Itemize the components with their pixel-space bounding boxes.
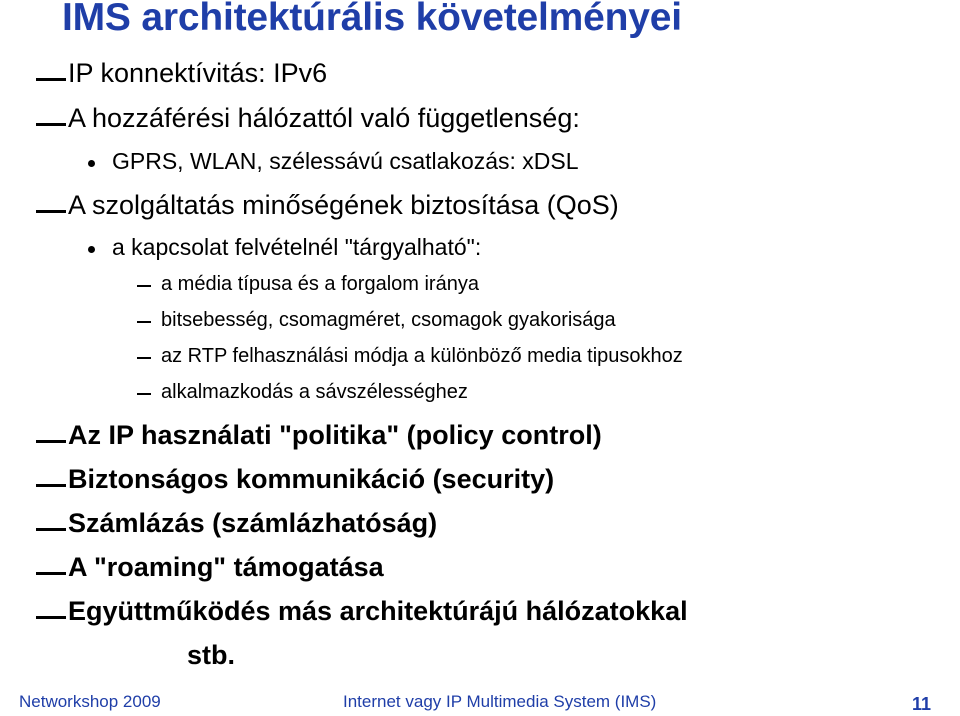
- dash-bullet-icon: [36, 440, 66, 443]
- trailing-text: stb.: [187, 640, 236, 670]
- list-item-text: Együttműködés más architektúrájú hálózatokkal: [68, 596, 688, 626]
- dash-bullet-icon: [36, 210, 66, 213]
- list-item-text: A hozzáférési hálózattól való függetlenség:: [68, 103, 580, 133]
- list-item-text: A szolgáltatás minőségének biztosítása (QoS): [68, 190, 619, 220]
- list-item-text: a média típusa és a forgalom iránya: [161, 273, 479, 295]
- dash-bullet-icon: [36, 78, 66, 81]
- slide-title: IMS architektúrális követelményei: [62, 0, 682, 39]
- list-item-text: az RTP felhasználási módja a különböző media tipusokhoz: [161, 345, 683, 367]
- round-bullet-icon: [88, 160, 95, 167]
- dash-bullet-icon: [137, 285, 151, 287]
- dash-bullet-icon: [137, 321, 151, 323]
- dash-bullet-icon: [36, 616, 66, 619]
- page-number: 11: [912, 694, 932, 714]
- dash-bullet-icon: [36, 484, 66, 487]
- list-item-text: IP konnektívitás: IPv6: [68, 58, 328, 88]
- dash-bullet-icon: [137, 393, 151, 395]
- footer-event: Networkshop 2009: [19, 692, 161, 711]
- list-item-text: GPRS, WLAN, szélessávú csatlakozás: xDSL: [112, 148, 579, 174]
- list-item-text: bitsebesség, csomagméret, csomagok gyakorisága: [161, 309, 616, 331]
- list-item-text: Biztonságos kommunikáció (security): [68, 464, 555, 494]
- dash-bullet-icon: [36, 123, 66, 126]
- list-item-text: Az IP használati "politika" (policy control): [68, 420, 602, 450]
- round-bullet-icon: [88, 246, 95, 253]
- list-item-text: Számlázás (számlázhatóság): [68, 508, 438, 538]
- list-item-text: alkalmazkodás a sávszélességhez: [161, 381, 468, 403]
- footer-title: Internet vagy IP Multimedia System (IMS): [343, 692, 657, 711]
- dash-bullet-icon: [36, 528, 66, 531]
- list-item-text: A "roaming" támogatása: [68, 552, 384, 582]
- list-item-text: a kapcsolat felvételnél "tárgyalható":: [112, 234, 482, 260]
- dash-bullet-icon: [36, 572, 66, 575]
- dash-bullet-icon: [137, 357, 151, 359]
